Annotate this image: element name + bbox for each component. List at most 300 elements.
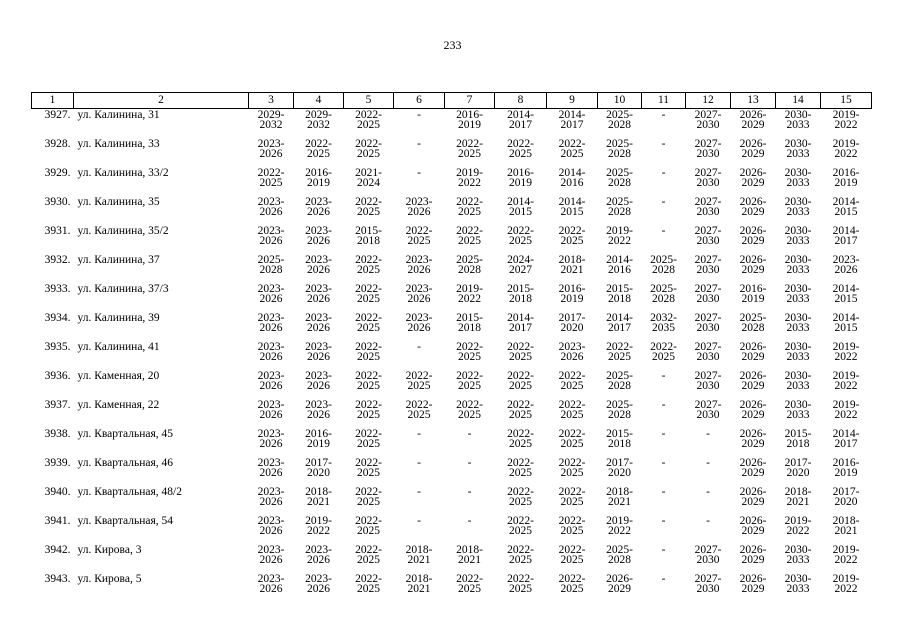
cell-line: 2030 xyxy=(696,351,720,363)
table-cell xyxy=(249,225,294,254)
table-cell xyxy=(686,486,731,515)
table-cell xyxy=(776,399,821,428)
cell-line: 2025 xyxy=(407,380,431,392)
cell-line: 2022 xyxy=(834,148,858,160)
cell-line: 2027- xyxy=(694,312,722,324)
cell-line: 2026- xyxy=(739,370,767,382)
cell-line: 2025 xyxy=(509,351,532,363)
table-cell xyxy=(294,573,344,602)
table-cell xyxy=(249,544,294,573)
table-cell xyxy=(731,312,776,341)
table-cell xyxy=(394,399,445,428)
cell-line: 2022- xyxy=(507,486,534,498)
cell-line: 2033 xyxy=(786,583,810,595)
table-cell xyxy=(445,283,495,312)
table-cell xyxy=(686,283,731,312)
table-cell xyxy=(495,312,547,341)
table-cell xyxy=(776,283,821,312)
cell-line: 2022- xyxy=(650,341,677,353)
cell-line: 2030 xyxy=(696,583,720,595)
cell-line: 2022- xyxy=(456,399,483,411)
cell-line: 2026- xyxy=(739,544,767,556)
cell-line: 2019 xyxy=(458,119,481,131)
table-cell xyxy=(394,109,445,139)
cell-line: 2026 xyxy=(307,206,330,218)
cell-line: 2028 xyxy=(458,264,481,276)
cell-line: - xyxy=(661,486,666,498)
cell-line: 2029 xyxy=(608,583,631,595)
cell-line: 2022- xyxy=(558,515,586,527)
column-header: 6 xyxy=(394,93,445,109)
cell-line: 2025 xyxy=(357,467,380,479)
table-cell xyxy=(344,544,394,573)
table-cell xyxy=(294,515,344,544)
cell-line: 2022- xyxy=(507,428,534,440)
table-cell xyxy=(344,428,394,457)
cell-line: 2016- xyxy=(558,283,586,295)
cell-line: - xyxy=(661,109,666,121)
cell-line: 2026- xyxy=(739,167,767,179)
table-cell xyxy=(344,254,394,283)
table-cell xyxy=(598,196,642,225)
cell-line: 2033 xyxy=(786,177,810,189)
cell-line: 2026 xyxy=(259,467,283,479)
table-cell xyxy=(731,138,776,167)
table-cell xyxy=(642,370,686,399)
cell-line: 2021- xyxy=(355,167,382,179)
cell-line: 2017 xyxy=(509,119,532,131)
table-cell xyxy=(394,196,445,225)
table-row xyxy=(32,254,872,283)
table-cell xyxy=(598,544,642,573)
cell-line: 2030 xyxy=(696,293,720,305)
cell-line: 2025 xyxy=(560,148,584,160)
table-cell xyxy=(294,544,344,573)
data-table xyxy=(31,92,872,602)
table-cell xyxy=(249,138,294,167)
table-cell xyxy=(686,457,731,486)
cell-line: 2019- xyxy=(606,515,633,527)
cell-line: 2033 xyxy=(786,554,810,566)
cell-line: 2026 xyxy=(307,409,330,421)
cell-line: 2027- xyxy=(694,196,722,208)
table-cell xyxy=(394,428,445,457)
cell-line: 2029 xyxy=(741,467,765,479)
cell-line: - xyxy=(661,167,666,179)
cell-line: - xyxy=(417,515,421,527)
table-cell xyxy=(642,341,686,370)
row-number: 3928. xyxy=(44,138,71,150)
cell-line: 2025 xyxy=(407,235,431,247)
cell-line: 2019- xyxy=(832,399,860,411)
cell-line: 2025 xyxy=(458,409,481,421)
cell-line: 2025 xyxy=(608,351,631,363)
table-cell xyxy=(547,254,598,283)
cell-line: 2022- xyxy=(355,196,382,208)
cell-line: 2026 xyxy=(259,322,283,334)
cell-line: 2025 xyxy=(560,525,584,537)
row-address: ул. Калинина, 35 xyxy=(77,196,160,208)
table-cell xyxy=(394,544,445,573)
column-header: 2 xyxy=(74,93,249,109)
cell-line: 2025 xyxy=(357,496,380,508)
cell-line: 2019- xyxy=(606,225,633,237)
cell-line: 2019- xyxy=(832,341,860,353)
cell-line: 2025 xyxy=(509,148,532,160)
cell-line: 2025 xyxy=(509,438,532,450)
cell-line: 2018- xyxy=(305,486,332,498)
table-cell xyxy=(495,573,547,602)
table-cell xyxy=(598,399,642,428)
column-header: 5 xyxy=(344,93,394,109)
cell-line: 2025- xyxy=(606,138,633,150)
cell-line: 2030- xyxy=(784,573,812,585)
table-cell xyxy=(394,341,445,370)
cell-line: 2026 xyxy=(259,235,283,247)
table-cell xyxy=(598,225,642,254)
table-cell xyxy=(598,428,642,457)
table-cell xyxy=(344,109,394,139)
table-cell xyxy=(249,312,294,341)
table-cell xyxy=(821,225,872,254)
cell-line: 2027 xyxy=(509,264,532,276)
table-cell xyxy=(547,283,598,312)
column-header: 3 xyxy=(249,93,294,109)
cell-line: 2018- xyxy=(405,544,433,556)
table-cell xyxy=(294,399,344,428)
cell-line: 2022- xyxy=(507,341,534,353)
cell-line: 2022- xyxy=(507,225,534,237)
cell-line: 2030- xyxy=(784,283,812,295)
cell-line: 2021 xyxy=(407,554,431,566)
cell-line: 2023- xyxy=(257,573,285,585)
table-cell xyxy=(344,486,394,515)
cell-line: 2023- xyxy=(405,312,433,324)
cell-line: 2023- xyxy=(257,138,285,150)
table-cell xyxy=(776,457,821,486)
cell-line: 2023- xyxy=(305,370,332,382)
table-cell xyxy=(598,312,642,341)
table-cell xyxy=(445,225,495,254)
cell-line: 2020 xyxy=(786,467,810,479)
table-cell xyxy=(445,573,495,602)
cell-line: 2025 xyxy=(357,206,380,218)
cell-line: 2033 xyxy=(786,148,810,160)
cell-line: 2025- xyxy=(606,167,633,179)
cell-line: 2029 xyxy=(741,148,765,160)
table-cell xyxy=(344,515,394,544)
table-cell xyxy=(731,167,776,196)
cell-line: 2023- xyxy=(305,544,332,556)
cell-line: 2023- xyxy=(257,399,285,411)
cell-line: 2026- xyxy=(739,225,767,237)
table-cell xyxy=(776,167,821,196)
table-cell xyxy=(731,428,776,457)
cell-line: 2025- xyxy=(650,254,677,266)
table-cell xyxy=(598,283,642,312)
table-cell xyxy=(776,515,821,544)
cell-line: 2014- xyxy=(558,109,586,121)
cell-line: 2033 xyxy=(786,264,810,276)
cell-line: 2022 xyxy=(834,380,858,392)
cell-line: 2030- xyxy=(784,341,812,353)
table-cell xyxy=(642,544,686,573)
cell-line: 2023- xyxy=(405,283,433,295)
cell-line: 2029 xyxy=(741,206,765,218)
table-cell xyxy=(776,428,821,457)
table-cell xyxy=(642,312,686,341)
cell-line: 2030- xyxy=(784,312,812,324)
cell-line: 2023- xyxy=(257,486,285,498)
cell-line: 2025 xyxy=(509,525,532,537)
table-cell xyxy=(394,312,445,341)
cell-line: 2025 xyxy=(458,206,481,218)
table-cell xyxy=(394,515,445,544)
cell-line: 2027- xyxy=(694,109,722,121)
cell-line: 2026 xyxy=(259,583,283,595)
row-number: 3934. xyxy=(44,312,71,324)
table-cell xyxy=(821,544,872,573)
cell-line: 2023- xyxy=(305,196,332,208)
cell-line: 2022- xyxy=(507,515,534,527)
table-cell xyxy=(642,283,686,312)
table-cell xyxy=(294,428,344,457)
cell-line: 2025 xyxy=(458,380,481,392)
cell-line: 2023- xyxy=(305,283,332,295)
column-header: 4 xyxy=(294,93,344,109)
table-cell xyxy=(776,138,821,167)
table-cell xyxy=(776,544,821,573)
cell-line: 2023- xyxy=(305,573,332,585)
cell-line: 2015- xyxy=(355,225,382,237)
table-cell xyxy=(249,167,294,196)
cell-line: 2025 xyxy=(560,496,584,508)
cell-line: 2026- xyxy=(739,196,767,208)
column-header: 10 xyxy=(598,93,642,109)
table-cell xyxy=(344,370,394,399)
cell-line: 2026 xyxy=(259,525,283,537)
cell-line: 2014- xyxy=(558,167,586,179)
cell-line: - xyxy=(467,486,472,498)
cell-line: 2019- xyxy=(832,109,860,121)
cell-line: 2023- xyxy=(305,225,332,237)
cell-line: 2030- xyxy=(784,109,812,121)
cell-line: 2014- xyxy=(606,254,633,266)
table-cell xyxy=(547,138,598,167)
table-cell xyxy=(731,544,776,573)
table-cell xyxy=(731,457,776,486)
cell-line: 2018 xyxy=(357,235,380,247)
cell-line: 2019 xyxy=(307,438,330,450)
table-cell xyxy=(495,196,547,225)
table-cell xyxy=(294,283,344,312)
cell-line: - xyxy=(417,341,421,353)
table-cell xyxy=(394,167,445,196)
table-cell xyxy=(294,370,344,399)
table-cell xyxy=(249,109,294,139)
table-row xyxy=(32,428,872,457)
row-number: 3939. xyxy=(44,457,71,469)
cell-line: 2019- xyxy=(832,544,860,556)
cell-line: 2020 xyxy=(307,467,330,479)
cell-line: 2026- xyxy=(739,399,767,411)
table-cell xyxy=(445,167,495,196)
cell-line: 2022 xyxy=(834,409,858,421)
table-cell xyxy=(821,254,872,283)
cell-line: 2016- xyxy=(739,283,767,295)
row-number: 3930. xyxy=(44,196,71,208)
column-header: 1 xyxy=(32,93,74,109)
row-number: 3941. xyxy=(44,515,71,527)
cell-line: 2025 xyxy=(652,351,675,363)
column-header: 8 xyxy=(495,93,547,109)
cell-line: 2022- xyxy=(456,573,483,585)
cell-line: 2019 xyxy=(834,177,858,189)
cell-line: 2019 xyxy=(560,293,584,305)
table-cell xyxy=(731,399,776,428)
cell-line: 2017- xyxy=(784,457,812,469)
table-cell xyxy=(547,370,598,399)
cell-line: 2030 xyxy=(696,409,720,421)
cell-line: 2026 xyxy=(307,293,330,305)
cell-line: 2022- xyxy=(456,370,483,382)
cell-line: 2022- xyxy=(355,109,382,121)
cell-line: 2033 xyxy=(786,293,810,305)
table-cell xyxy=(776,573,821,602)
table-cell xyxy=(642,428,686,457)
cell-line: 2025 xyxy=(357,264,380,276)
cell-line: 2029 xyxy=(741,438,765,450)
cell-line: 2025 xyxy=(357,409,380,421)
cell-line: 2015 xyxy=(560,206,584,218)
cell-line: 2025 xyxy=(560,554,584,566)
column-header: 13 xyxy=(731,93,776,109)
table-cell xyxy=(294,486,344,515)
cell-line: 2026 xyxy=(259,148,283,160)
cell-line: 2033 xyxy=(786,322,810,334)
cell-line: 2026 xyxy=(259,206,283,218)
cell-line: 2015- xyxy=(606,283,633,295)
table-row xyxy=(32,457,872,486)
cell-line: 2014- xyxy=(832,428,860,440)
cell-line: 2035 xyxy=(652,322,675,334)
table-cell xyxy=(445,312,495,341)
table-cell xyxy=(344,167,394,196)
cell-line: 2023- xyxy=(305,312,332,324)
table-body xyxy=(32,93,872,603)
cell-line: 2018 xyxy=(608,438,631,450)
cell-line: 2023- xyxy=(257,515,285,527)
table-cell xyxy=(731,341,776,370)
table-cell xyxy=(495,370,547,399)
cell-line: 2025- xyxy=(739,312,767,324)
table-cell xyxy=(821,283,872,312)
table-cell xyxy=(495,515,547,544)
cell-line: - xyxy=(467,515,472,527)
cell-line: 2018 xyxy=(786,438,810,450)
table-cell xyxy=(495,138,547,167)
table-cell xyxy=(598,573,642,602)
cell-line: 2019- xyxy=(456,167,483,179)
cell-line: 2029 xyxy=(741,119,765,131)
table-cell xyxy=(686,399,731,428)
cell-line: 2018 xyxy=(509,293,532,305)
table-cell xyxy=(731,225,776,254)
table-cell xyxy=(547,109,598,139)
table-cell xyxy=(598,457,642,486)
row-address: ул. Калинина, 33/2 xyxy=(77,167,169,179)
cell-line: 2029- xyxy=(305,109,332,121)
table-cell xyxy=(731,109,776,139)
cell-line: 2025 xyxy=(509,583,532,595)
cell-line: 2022- xyxy=(558,486,586,498)
table-cell xyxy=(731,573,776,602)
cell-line: 2029 xyxy=(741,525,765,537)
column-header: 11 xyxy=(642,93,686,109)
row-address: ул. Калинина, 39 xyxy=(77,312,160,324)
table-cell xyxy=(598,138,642,167)
cell-line: 2033 xyxy=(786,409,810,421)
cell-line: 2022- xyxy=(507,573,534,585)
cell-line: 2027- xyxy=(694,399,722,411)
cell-line: 2030- xyxy=(784,196,812,208)
cell-line: - xyxy=(706,428,710,440)
table-cell xyxy=(686,225,731,254)
table-cell xyxy=(445,109,495,139)
cell-line: 2030 xyxy=(696,322,720,334)
table-cell xyxy=(598,486,642,515)
cell-line: 2022- xyxy=(558,544,586,556)
cell-line: 2023- xyxy=(832,254,860,266)
cell-line: 2030 xyxy=(696,119,720,131)
cell-line: 2022- xyxy=(558,225,586,237)
cell-line: 2022- xyxy=(405,225,433,237)
table-cell xyxy=(445,341,495,370)
cell-line: 2021 xyxy=(407,583,431,595)
cell-line: 2018- xyxy=(456,544,483,556)
table-cell xyxy=(547,515,598,544)
row-number: 3938. xyxy=(44,428,71,440)
cell-line: 2028 xyxy=(608,119,631,131)
cell-line: 2023- xyxy=(405,196,433,208)
cell-line: 2016 xyxy=(608,264,631,276)
cell-line: - xyxy=(417,457,421,469)
cell-line: 2029 xyxy=(741,409,765,421)
cell-line: 2032 xyxy=(307,119,330,131)
cell-line: 2022- xyxy=(606,341,633,353)
cell-line: 2021 xyxy=(834,525,858,537)
cell-line: - xyxy=(661,573,666,585)
table-cell xyxy=(294,312,344,341)
table-cell xyxy=(495,399,547,428)
cell-line: 2025 xyxy=(458,148,481,160)
table-cell xyxy=(686,109,731,139)
table-cell xyxy=(686,138,731,167)
cell-line: 2026 xyxy=(407,264,431,276)
cell-line: 2021 xyxy=(458,554,481,566)
table-cell xyxy=(394,457,445,486)
cell-line: 2025 xyxy=(357,351,380,363)
cell-line: 2033 xyxy=(786,351,810,363)
cell-line: 2028 xyxy=(741,322,765,334)
table-cell xyxy=(249,486,294,515)
table-row xyxy=(32,515,872,544)
row-address: ул. Каменная, 22 xyxy=(77,399,160,411)
table-cell xyxy=(394,254,445,283)
cell-line: 2025 xyxy=(509,380,532,392)
table-cell xyxy=(776,254,821,283)
cell-line: 2015- xyxy=(606,428,633,440)
